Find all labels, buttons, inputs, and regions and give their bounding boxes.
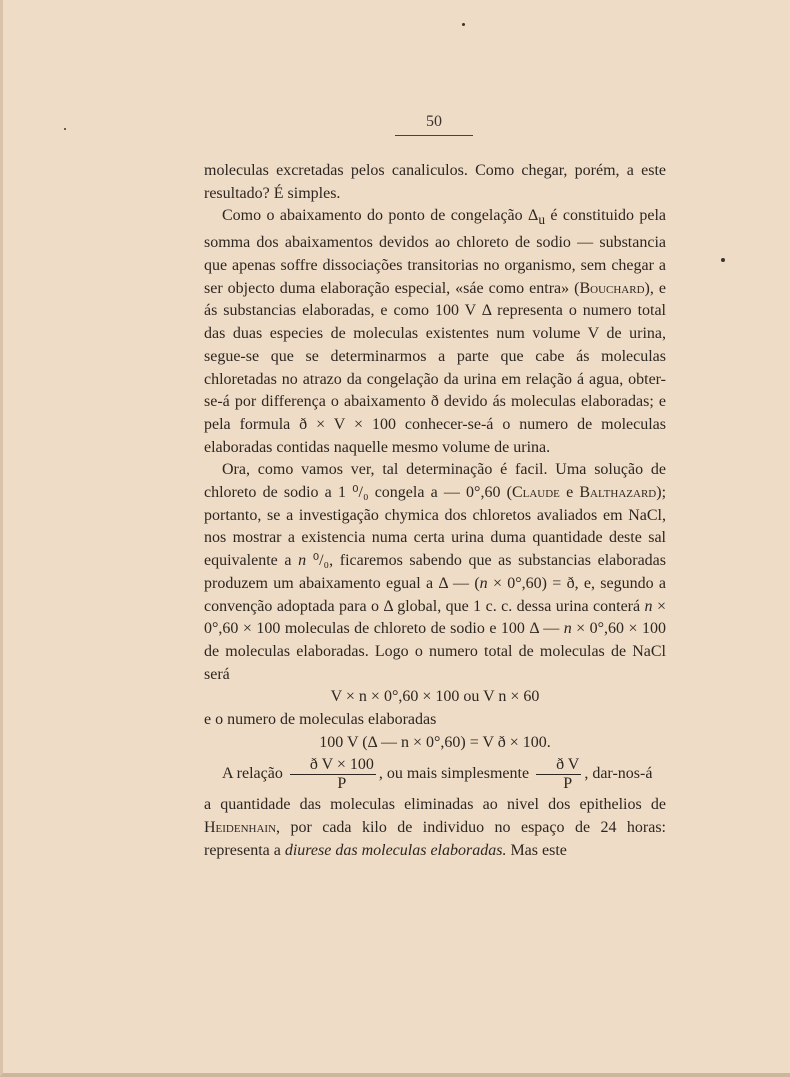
variable-n: n [479, 574, 488, 592]
paragraph-4: e o numero de moleculas elaboradas [204, 711, 437, 729]
paragraph-5-part-c: , dar-nos-á [584, 765, 653, 783]
paper-speck [462, 23, 465, 26]
paragraph-3 [204, 459, 666, 686]
body-text [204, 160, 666, 863]
paragraph-6-part-c: Mas este [506, 841, 567, 859]
page-number: 50 [395, 113, 473, 136]
paragraph-6 [204, 794, 666, 862]
author-name: Bouchard [579, 279, 645, 297]
paragraph-2-part-b: é constituido pela somma dos abaixamentos devidos ao chloreto de sodio — substancia que apenas soffre dissociações transitorias no organismo, sem chegar a ser objecto duma elaboração especial, «sáe como entra» ( [204, 207, 667, 297]
variable-n: n [298, 552, 307, 570]
paragraph-3-part-b: e [559, 484, 580, 502]
variable-n: n [644, 597, 653, 615]
author-name: Claude [511, 484, 560, 502]
paragraph-6-part-b: , por cada kilo de individuo no espaço de 24 horas: representa a [204, 819, 666, 859]
paragraph-2-part-c: ), e ás substancias elaboradas, e como 100 V Δ representa o numero total das duas especies de moleculas existentes num volume V de urina, segue-se que se determinarmos a parte que cabe ás moleculas chloretadas no atrazo da congelação da urina em relação á agua, obter-se-á por differença o abaixamento ð devido ás moleculas elaboradas; e pela formula ð × V × 100 conhecer-se-á o numero de moleculas elaboradas contidas naquelle mesmo volume de urina. [204, 279, 666, 456]
fraction-2-denominator: P [563, 775, 573, 793]
paragraph-2-part-a: Como o abaixamento do ponto de congelação Δ [222, 207, 539, 225]
delta-subscript: u [538, 212, 545, 228]
paper-speck [64, 128, 66, 130]
paragraph-6-part-a: a quantidade das moleculas eliminadas ao nivel dos epithelios de [204, 796, 666, 814]
paragraph-3-part-g: × 0°,60 × 100 de moleculas elaboradas. Logo o numero total de moleculas de NaCl será [204, 620, 666, 683]
paragraph-3-part-a: Ora, como vamos ver, tal determinação é facil. Uma solução de chloreto de sodio a 1 ⁰/₀ congela a — 0°,60 ( [204, 461, 666, 502]
paragraph-5-part-b: , ou mais simplesmente [378, 765, 530, 783]
paragraph-3-part-e: × 0°,60) = ð, e, segundo a convenção adoptada para o Δ global, que 1 c. c. dessa urina conterá [204, 574, 666, 615]
italic-phrase: diurese das moleculas elaboradas. [284, 841, 507, 859]
fraction-2-numerator: ð V [536, 756, 581, 775]
paragraph-3-part-f: × 0°,60 × 100 moleculas de chloreto de sodio e 100 Δ — [204, 597, 666, 638]
formula-1: V × n × 0°,60 × 100 ou V n × 60 [330, 688, 540, 706]
paragraph-3-part-c: ); portanto, se a investigação chymica dos chloretos avaliados em NaCl, nos mostrar a existencia numa certa urina duma quantidade deste sal equivalente a [204, 484, 667, 570]
paragraph-5-part-a: A relação [222, 765, 283, 783]
paragraph-3-part-d: ⁰/₀, ficaremos sabendo que as substancias elaboradas produzem um abaixamento egual a Δ — ( [204, 552, 667, 592]
fraction-1-numerator: ð V × 100 [290, 756, 376, 775]
fraction-1-denominator: P [337, 775, 347, 793]
paper-speck [721, 258, 725, 262]
formula-2: 100 V (Δ — n × 0°,60) = V ð × 100. [319, 733, 551, 751]
paragraph-2 [204, 205, 666, 459]
author-name: Heidenhain [204, 819, 277, 837]
fraction-1 [290, 756, 376, 793]
variable-n: n [563, 620, 572, 638]
paragraph-5 [204, 754, 666, 794]
fraction-2 [536, 756, 581, 793]
paragraph-1: moleculas excretadas pelos canaliculos. Como chegar, porém, a este resultado? É simples. [204, 162, 666, 202]
author-name: Balthazard [579, 484, 657, 502]
